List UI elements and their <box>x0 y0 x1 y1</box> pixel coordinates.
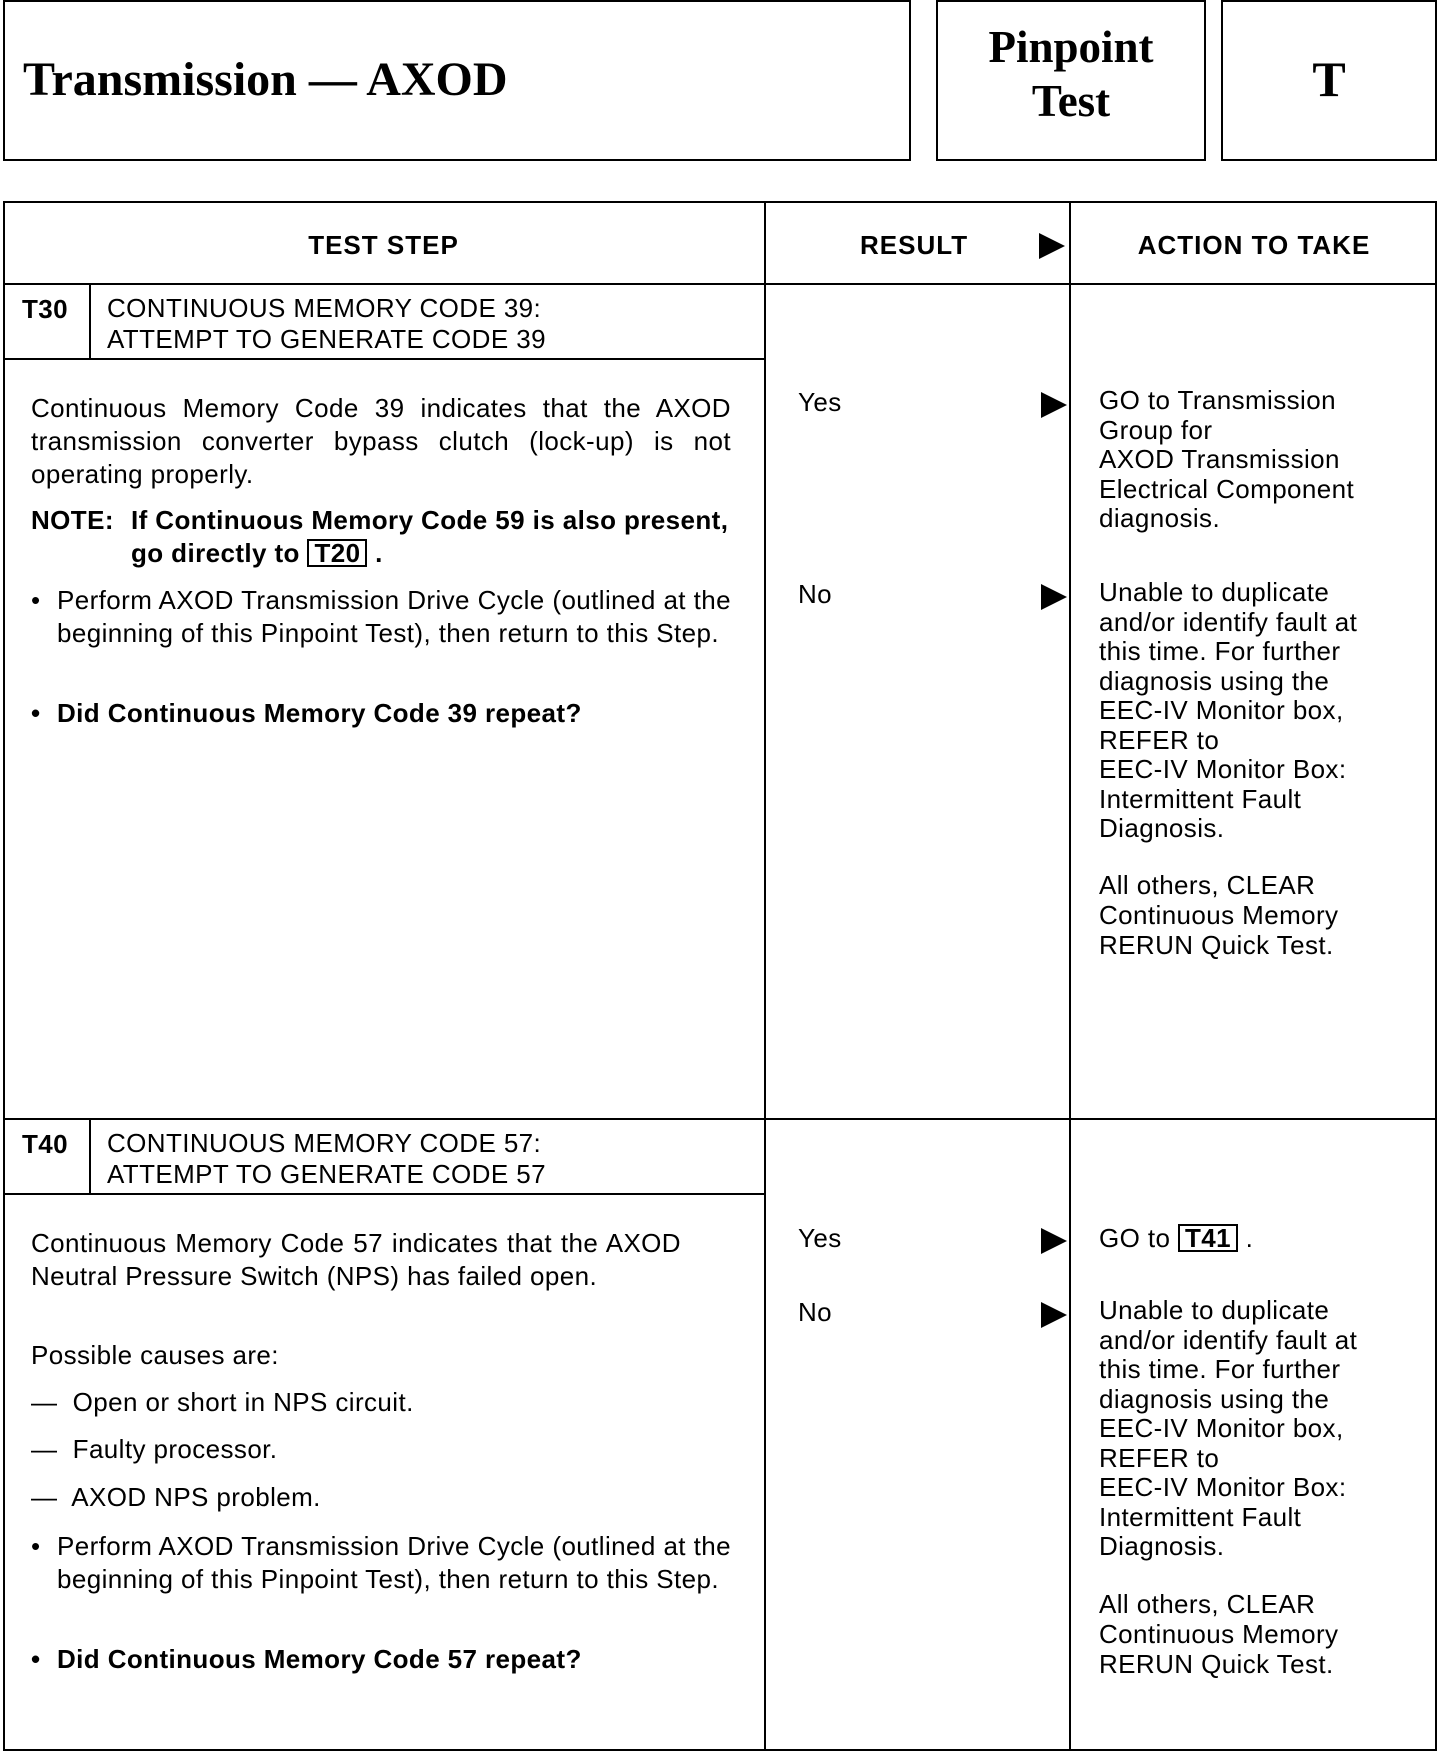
cause-text: Faulty processor. <box>72 1434 278 1464</box>
t40-causes-label: Possible causes are: <box>31 1340 279 1370</box>
column-divider-1 <box>764 201 766 1751</box>
step-id-t30: T30 <box>22 294 69 324</box>
t40-yes: Yes <box>798 1223 842 1253</box>
action-line: this time. For further <box>1099 636 1341 666</box>
step-id-divider <box>89 285 91 359</box>
action-line: Group for <box>1099 414 1213 445</box>
action-line: this time. For further <box>1099 1354 1341 1384</box>
t30-no-arrow-icon <box>1041 584 1067 610</box>
step-id-t40: T40 <box>22 1129 69 1159</box>
result-arrow-icon <box>1039 233 1065 259</box>
t40-bullet-2: • Did Continuous Memory Code 57 repeat? <box>57 1643 731 1676</box>
t40-no-arrow-icon <box>1041 1302 1067 1328</box>
t30-intro: Continuous Memory Code 39 indicates that the AXOD transmission converter bypass clutch (lock-up) is not operating properly. <box>31 393 731 489</box>
section-letter-box <box>1221 0 1437 161</box>
step-title-line2: ATTEMPT TO GENERATE CODE 57 <box>107 1159 546 1189</box>
step-title-underline <box>3 1193 764 1195</box>
action-line: Continuous Memory <box>1099 900 1339 930</box>
t30-bullet-2: • Did Continuous Memory Code 39 repeat? <box>57 697 731 730</box>
action-line: Intermittent Fault <box>1099 783 1302 814</box>
action-line: Electrical Component <box>1099 473 1355 504</box>
action-line: Diagnosis. <box>1099 813 1225 843</box>
action-line: Diagnosis. <box>1099 1531 1225 1561</box>
action-line: All others, CLEAR <box>1099 1589 1316 1619</box>
action-line: EEC-IV Monitor box, <box>1099 695 1344 725</box>
action-line: Unable to duplicate <box>1099 1295 1330 1325</box>
t30-yes-arrow-icon <box>1041 392 1067 418</box>
title-box <box>3 0 911 161</box>
t40-others-action <box>1099 1589 1338 1679</box>
step-title-t30 <box>107 293 546 355</box>
t30-note: NOTE: If Continuous Memory Code 59 is also present, go directly to T20 . <box>31 505 729 568</box>
t40-bullet-1: • Perform AXOD Transmission Drive Cycle (outlined at the beginning of this Pinpoint Test), then return to this Step. <box>57 1530 731 1596</box>
page-title: Transmission — AXOD <box>23 53 508 106</box>
t30-others-action <box>1099 870 1338 960</box>
t30-no-action <box>1099 578 1357 844</box>
t30-yes-action <box>1099 386 1354 534</box>
action-line: RERUN Quick Test. <box>1099 930 1334 960</box>
t40-no-action <box>1099 1296 1357 1562</box>
action-line: and/or identify fault at <box>1099 606 1358 637</box>
go-to-text: GO to <box>1099 1223 1171 1253</box>
dash: — <box>31 1387 58 1417</box>
column-divider-2 <box>1069 201 1071 1751</box>
action-line: diagnosis using the <box>1099 665 1330 696</box>
step-title-t40 <box>107 1128 546 1190</box>
action-line: EEC-IV Monitor Box: <box>1099 754 1347 784</box>
dash: — <box>31 1434 58 1464</box>
t40-cause-1 <box>31 1386 414 1419</box>
action-line: AXOD Transmission <box>1099 444 1340 474</box>
t40-cause-2 <box>31 1433 277 1466</box>
action-line: REFER to <box>1099 724 1220 755</box>
action-header: ACTION TO TAKE <box>1137 230 1371 260</box>
note-text: If Continuous Memory Code 59 is also present, go directly to <box>131 505 729 568</box>
t40-yes-arrow-icon <box>1041 1228 1067 1254</box>
step-title-line1: CONTINUOUS MEMORY CODE 57: <box>107 1128 542 1158</box>
test-step-header: TEST STEP <box>308 230 459 260</box>
t30-bullet-1: • Perform AXOD Transmission Drive Cycle (outlined at the beginning of this Pinpoint Test), then return to this Step. <box>57 584 731 650</box>
t40-intro: Continuous Memory Code 57 indicates that the AXOD Neutral Pressure Switch (NPS) has failed open. <box>31 1228 681 1291</box>
header-divider <box>3 283 1437 285</box>
step-id-divider <box>89 1120 91 1194</box>
action-line: GO to Transmission <box>1099 385 1336 415</box>
step-title-underline <box>3 358 764 360</box>
t30-no: No <box>798 579 833 609</box>
ref-t20[interactable]: T20 <box>307 539 367 567</box>
action-line: Unable to duplicate <box>1099 577 1330 607</box>
action-line: REFER to <box>1099 1442 1220 1473</box>
action-line: Continuous Memory <box>1099 1619 1339 1649</box>
t40-yes-action: GO to T41 . <box>1099 1223 1254 1253</box>
action-line: diagnosis using the <box>1099 1383 1330 1414</box>
section-letter: T <box>1312 51 1346 107</box>
note-label: NOTE: <box>31 505 114 535</box>
action-line: and/or identify fault at <box>1099 1324 1358 1355</box>
cause-text: AXOD NPS problem. <box>71 1482 321 1512</box>
t40-cause-3 <box>31 1481 321 1514</box>
cause-text: Open or short in NPS circuit. <box>72 1387 414 1417</box>
action-line: EEC-IV Monitor box, <box>1099 1413 1344 1443</box>
result-header: RESULT <box>860 230 969 260</box>
pinpoint-label <box>938 20 1204 128</box>
dash: — <box>31 1482 58 1512</box>
t30-yes: Yes <box>798 387 842 417</box>
t40-no: No <box>798 1297 833 1327</box>
ref-t41[interactable]: T41 <box>1178 1224 1238 1252</box>
action-line: Intermittent Fault <box>1099 1501 1302 1532</box>
action-line: EEC-IV Monitor Box: <box>1099 1472 1347 1502</box>
action-line: All others, CLEAR <box>1099 870 1316 900</box>
pinpoint-line1: Pinpoint <box>988 22 1154 72</box>
step-title-line1: CONTINUOUS MEMORY CODE 39: <box>107 293 542 323</box>
pinpoint-line2: Test <box>1031 76 1111 126</box>
pinpoint-test-box <box>936 0 1206 161</box>
action-line: RERUN Quick Test. <box>1099 1649 1334 1679</box>
row-divider <box>3 1118 1437 1120</box>
action-line: diagnosis. <box>1099 503 1221 533</box>
step-title-line2: ATTEMPT TO GENERATE CODE 39 <box>107 324 546 354</box>
